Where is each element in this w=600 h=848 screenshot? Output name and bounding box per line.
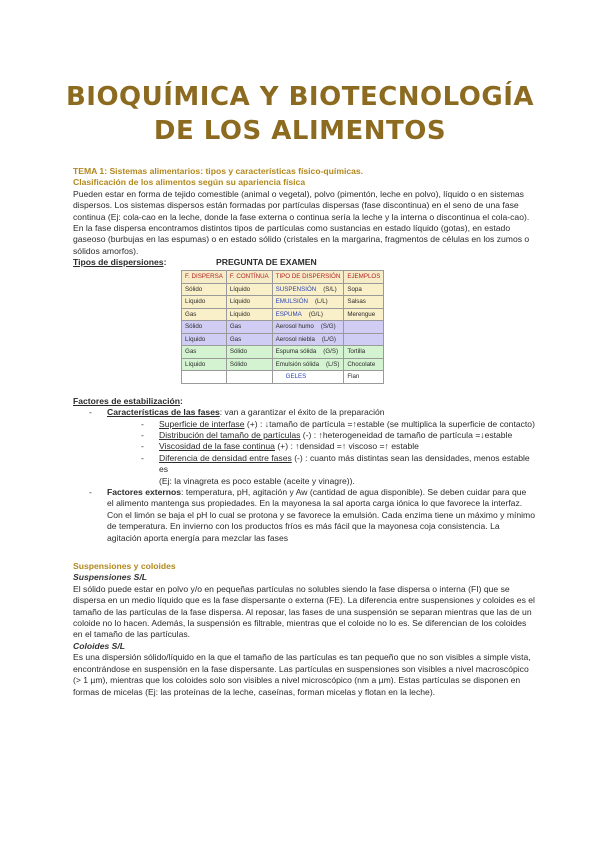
tipo-name: ESPUMA [275,310,302,318]
text-line: : temperatura, pH, agitación y Aw (cantidad de agua disponible). Se deben cuidar para que [181,487,527,497]
cell-ejemplo: Flan [344,371,384,384]
section-heading-suspensions-colloids: Suspensiones y coloides [73,561,176,572]
cell-dispersa: Sólido [182,283,227,296]
list-item [89,487,535,544]
cell-dispersa: Líquido [182,296,227,309]
cell-tipo [272,308,344,321]
tipo-name: Espuma sólida [275,348,317,356]
item-label: Viscosidad de la fase continua [159,441,275,452]
tipo-code: (S/G) [320,323,336,331]
topic-heading: TEMA 1: Sistemas alimentarios: tipos y características físico-químicas. [73,166,364,176]
item-label: Diferencia de densidad entre fases [159,452,292,463]
text-line: agitación aporta energía para mezclar las fases [107,532,289,543]
item-label: Distribución del tamaño de partículas [159,429,301,440]
cell-continua: Líquido [226,283,272,296]
cell-tipo [272,321,344,334]
dispersion-types-label: Tipos de dispersiones [73,257,164,268]
cell-continua: Líquido [226,296,272,309]
cell-ejemplo: Sopa [344,283,384,296]
col-header-ejemplos: EJEMPLOS [344,271,384,284]
table-row [182,358,384,371]
phase-characteristics-sublist [107,419,535,487]
list-item [141,441,535,452]
stabilization-factors-label: Factores de estabilización [73,395,180,406]
cell-dispersa: Gas [182,308,227,321]
text-line: el alimento mantenga sus propiedades. En la mayonesa la sal aporta carga iónica lo que favorece la interfaz. [107,498,523,509]
tipo-name: Emulsión sólida [275,360,320,368]
cell-ejemplo: Chocolate [344,358,384,371]
table-row [182,283,384,296]
list-item [141,453,535,487]
text-line: coloide no lo hacen. Además, la suspensión es filtrable, mientras que el coloide no lo es. Se diferencian de los coloides [73,618,527,629]
dispersion-types-heading-row [73,257,535,269]
phase-characteristics-text: : van a garantizar el éxito de la preparación [219,407,385,418]
table-row [182,308,384,321]
cell-dispersa: Sólido [182,321,227,334]
stabilization-factors-heading [73,396,535,407]
item-text: (-) : ↑heterogeneidad de tamaño de partícula =↓estable [300,429,513,440]
item-extra: (Ej: la vinagreta es poco estable (aceite y vinagre)). [159,475,355,486]
col-header-tipo: TIPO DE DISPERSIÓN [272,271,344,284]
tipo-name: GELES [285,373,307,381]
external-factors-label: Factores externos [107,487,182,497]
document-title [0,80,600,148]
table-row [182,371,384,384]
cell-continua: Sólido [226,358,272,371]
text-line: de temperatura. En invierno con los productos fríos es más fácil que la mayonesa coja consistencia. La [107,521,500,532]
cell-continua: Gas [226,321,272,334]
tipo-code: (G/L) [308,310,323,318]
table-row [182,346,384,359]
cell-dispersa [182,371,227,384]
list-item [141,430,535,441]
table-row [182,321,384,334]
intro-paragraph [73,189,535,257]
cell-ejemplo: Salsas [344,296,384,309]
suspensions-paragraph [73,584,535,641]
tipo-code: (L/G) [321,335,336,343]
text-line: continua (Ej: cola-cao en la leche, donde la fase externa o continua sería la leche y la interna o discontinua el cola-cao). [73,211,530,222]
tipo-code: (L/L) [315,298,328,306]
document-body [73,166,535,698]
cell-dispersa: Líquido [182,358,227,371]
text-line: sólidos amorfos). [73,245,139,256]
item-text: (+) : ↑densidad =↑ viscoso =↑ estable [274,441,419,452]
text-line: en el tamaño de las partículas. [73,629,191,640]
cell-tipo [272,296,344,309]
cell-tipo [272,371,344,384]
table-row [182,333,384,346]
text-line: El sólido puede estar en polvo y/o en pequeñas partículas no solubles siendo la fase dispersa o interna (FI) que se [73,583,510,594]
text-line: tamaño de las partículas de la fase dispersa. Al reposar, las fases de una suspensión se separan mientras que las de un [73,606,532,617]
cell-tipo [272,358,344,371]
cell-dispersa: Líquido [182,333,227,346]
text-line: formas de micelas (Ej: las proteínas de la leche, caseínas, forman micelas y flotan en la leche). [73,686,436,697]
cell-continua: Líquido [226,308,272,321]
text-line: dispersa en un medio líquido que es la fase dispersante o externa (FE). La diferencia entre suspensiones y coloides es el [73,595,535,606]
phase-characteristics-label: Características de las fases [107,407,220,418]
factors-list [73,407,535,544]
cell-ejemplo [344,333,384,346]
table-header-row [182,271,384,284]
text-line: (> 1 µm), mientras que los coloides solo son visibles a nivel microscópico (nm a µm). Estas partículas se disponen en [73,675,521,686]
title-line-2: DE LOS ALIMENTOS [153,116,447,146]
list-item [141,419,535,430]
title-line-1: BIOQUÍMICA Y BIOTECNOLOGÍA [65,82,535,112]
colloids-paragraph [73,652,535,698]
tipo-name: SUSPENSIÓN [275,285,317,293]
item-label: Superficie de interfase [159,418,245,429]
stabilization-factors-colon: : [179,395,183,406]
col-header-dispersa: F. DISPERSA [182,271,227,284]
cell-continua: Gas [226,333,272,346]
text-line: encontrándose en suspensión en la fase dispersante. Las partículas en suspensiones son visibles a nivel macroscópico [73,663,529,674]
tipo-name: EMULSIÓN [275,298,308,306]
tipo-name: Aerosol humo [275,323,314,331]
text-line: gaseoso (burbujas en las espumas) o en estado sólido (cristales en la margarina, fragmentos de células en los zumos o [73,234,530,245]
list-item [89,407,535,487]
text-line: Es una dispersión sólido/líquido en la que el tamaño de las partículas es tan pequeño que no son visibles a simple vista, [73,652,531,663]
cell-dispersa: Gas [182,346,227,359]
tipo-name: Aerosol niebla [275,335,315,343]
text-line: En la fase dispersa encontramos distintos tipos de partículas como sustancias en estado líquido (gotas), en estado [73,223,511,234]
item-text: (+) : ↓tamaño de partícula =↑estable (se multiplica la superficie de contacto) [244,418,535,429]
cell-ejemplo [344,321,384,334]
cell-continua: Sólido [226,346,272,359]
cell-ejemplo: Merengue [344,308,384,321]
exam-question-label: PREGUNTA DE EXAMEN [216,257,317,268]
cell-tipo [272,333,344,346]
dispersion-table [181,270,384,384]
cell-ejemplo: Tortilla [344,346,384,359]
dispersion-types-colon: : [163,257,167,268]
subheading-suspensions: Suspensiones S/L [73,572,148,583]
tipo-code: (S/L) [323,285,337,293]
tipo-code: (L/S) [326,360,340,368]
col-header-continua: F. CONTÍNUA [226,271,272,284]
text-line: Con el limón se baja el pH lo cual se protona y se favorece la emulsión. Cada enzima tiene un máximo y mínimo [107,509,535,520]
cell-tipo [272,283,344,296]
subheading-colloids: Coloides S/L [73,640,126,651]
table-row [182,296,384,309]
cell-tipo [272,346,344,359]
dispersion-types-heading [73,257,166,268]
tipo-code: (G/S) [323,348,339,356]
section-heading-classification: Clasificación de los alimentos según su apariencia física [73,177,306,188]
item-text: (-) : cuanto más distintas sean las densidades, menos estable es [159,452,530,475]
text-line: Pueden estar en forma de tejido comestible (animal o vegetal), polvo (pimentón, leche en polvo), líquido o en sistemas [73,188,524,199]
text-line: dispersos. Los sistemas dispersos están formadas por partículas dispersas (fase discontinua) en el seno de una fase [73,200,519,211]
cell-continua [226,371,272,384]
